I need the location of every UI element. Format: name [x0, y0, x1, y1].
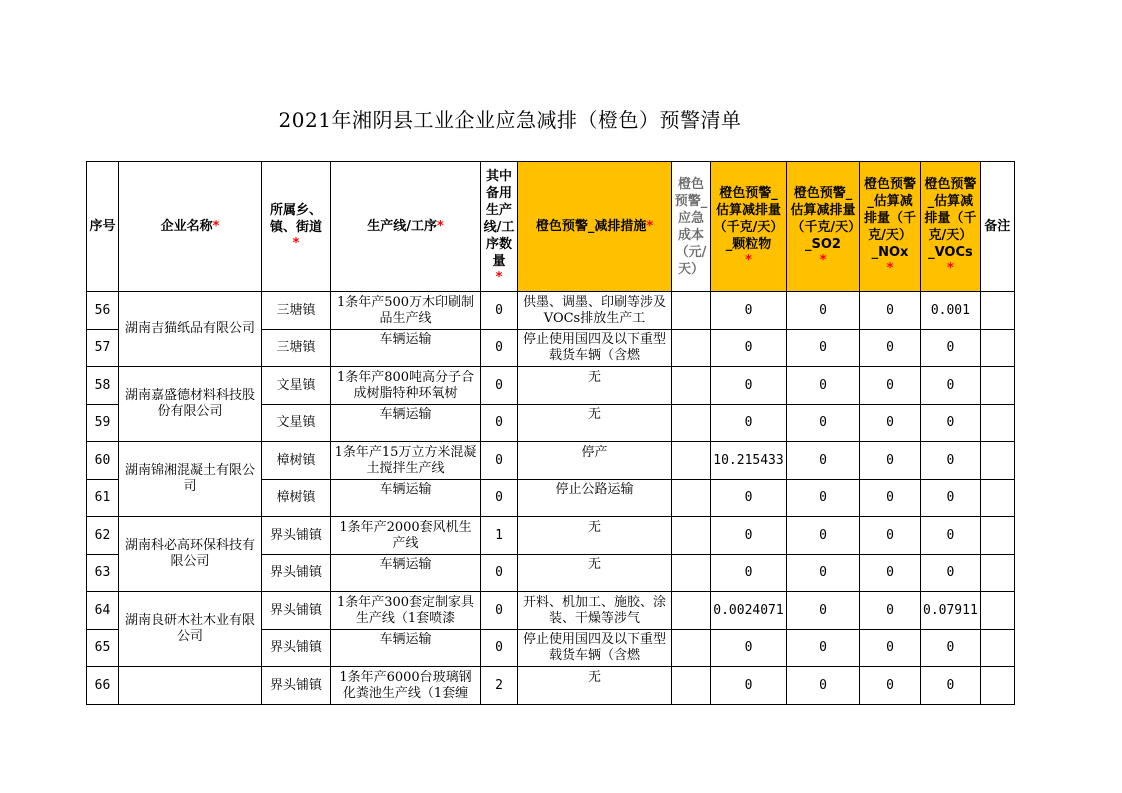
header-note: 备注: [980, 162, 1014, 292]
cell-line: 车辆运输: [331, 330, 481, 367]
cell-seq: 57: [87, 330, 119, 367]
cell-cost: [672, 592, 711, 630]
cell-backup: 0: [481, 555, 518, 592]
table-body: [87, 292, 1015, 705]
cell-note: [980, 555, 1014, 592]
cell-so2: 0: [787, 367, 860, 405]
cell-cost: [672, 292, 711, 330]
cell-vocs: 0: [921, 367, 981, 405]
cell-cost: [672, 442, 711, 480]
cell-seq: 56: [87, 292, 119, 330]
cell-note: [980, 367, 1014, 405]
cell-measures: 无: [518, 667, 672, 705]
cell-measures: 停产: [518, 442, 672, 480]
header-vocs: 橙色预警_估算减排量（千克/天）_VOCs *: [921, 162, 981, 292]
cell-seq: 66: [87, 667, 119, 705]
cell-nox: 0: [860, 405, 921, 442]
cell-pm: 0: [711, 367, 787, 405]
cell-note: [980, 517, 1014, 555]
cell-cost: [672, 517, 711, 555]
cell-so2: 0: [787, 630, 860, 667]
header-measures: 橙色预警_减排措施*: [518, 162, 672, 292]
cell-cost: [672, 555, 711, 592]
cell-so2: 0: [787, 480, 860, 517]
cell-so2: 0: [787, 292, 860, 330]
cell-measures: 停止使用国四及以下重型载货车辆（含燃: [518, 330, 672, 367]
cell-nox: 0: [860, 292, 921, 330]
cell-vocs: 0.07911: [921, 592, 981, 630]
cell-vocs: 0: [921, 480, 981, 517]
cell-vocs: 0.001: [921, 292, 981, 330]
cell-nox: 0: [860, 592, 921, 630]
cell-nox: 0: [860, 367, 921, 405]
cell-note: [980, 292, 1014, 330]
cell-line: 车辆运输: [331, 630, 481, 667]
cell-seq: 63: [87, 555, 119, 592]
cell-backup: 0: [481, 330, 518, 367]
cell-town: 樟树镇: [262, 480, 331, 517]
cell-nox: 0: [860, 555, 921, 592]
cell-line: 1条年产300套定制家具生产线（1套喷漆: [331, 592, 481, 630]
header-line: 生产线/工序*: [331, 162, 481, 292]
header-so2: 橙色预警_估算减排量（千克/天）_SO2 *: [787, 162, 860, 292]
cell-line: 车辆运输: [331, 555, 481, 592]
cell-line: 1条年产2000套风机生产线: [331, 517, 481, 555]
cell-town: 文星镇: [262, 405, 331, 442]
header-town: 所属乡、镇、街道 *: [262, 162, 331, 292]
cell-cost: [672, 405, 711, 442]
cell-line: 1条年产800吨高分子合成树脂特种环氧树: [331, 367, 481, 405]
cell-seq: 59: [87, 405, 119, 442]
cell-pm: 0: [711, 480, 787, 517]
cell-pm: 0: [711, 517, 787, 555]
cell-nox: 0: [860, 442, 921, 480]
cell-measures: 无: [518, 405, 672, 442]
cell-company: 湖南嘉盛德材料科技股份有限公司: [119, 367, 262, 442]
cell-line: 1条年产6000台玻璃钢化粪池生产线（1套缠: [331, 667, 481, 705]
table-row: [87, 292, 1015, 330]
cell-company: 湖南良研木社木业有限公司: [119, 592, 262, 667]
cell-pm: 0: [711, 630, 787, 667]
cell-backup: 0: [481, 630, 518, 667]
cell-company: 湖南吉猫纸品有限公司: [119, 292, 262, 367]
cell-town: 界头铺镇: [262, 592, 331, 630]
cell-seq: 60: [87, 442, 119, 480]
cell-backup: 0: [481, 367, 518, 405]
header-company: 企业名称*: [119, 162, 262, 292]
cell-pm: 0: [711, 555, 787, 592]
cell-seq: 61: [87, 480, 119, 517]
cell-backup: 0: [481, 480, 518, 517]
cell-so2: 0: [787, 667, 860, 705]
table-row: [87, 367, 1015, 405]
cell-note: [980, 405, 1014, 442]
cell-seq: 64: [87, 592, 119, 630]
cell-vocs: 0: [921, 667, 981, 705]
cell-town: 界头铺镇: [262, 555, 331, 592]
header-nox: 橙色预警_估算减排量（千克/天）_NOx *: [860, 162, 921, 292]
cell-seq: 65: [87, 630, 119, 667]
cell-cost: [672, 367, 711, 405]
page-title: 2021年湘阴县工业企业应急减排（橙色）预警清单: [278, 108, 742, 132]
cell-so2: 0: [787, 555, 860, 592]
cell-seq: 62: [87, 517, 119, 555]
header-pm: 橙色预警_估算减排量（千克/天）_颗粒物 *: [711, 162, 787, 292]
cell-cost: [672, 630, 711, 667]
cell-vocs: 0: [921, 517, 981, 555]
cell-backup: 1: [481, 517, 518, 555]
cell-vocs: 0: [921, 330, 981, 367]
header-cost: 橙色预警_应急成本（元/天）: [672, 162, 711, 292]
cell-backup: 0: [481, 592, 518, 630]
cell-town: 三塘镇: [262, 292, 331, 330]
cell-nox: 0: [860, 330, 921, 367]
cell-nox: 0: [860, 667, 921, 705]
cell-company: [119, 667, 262, 705]
cell-measures: 供墨、调墨、印刷等涉及VOCs排放生产工: [518, 292, 672, 330]
cell-town: 三塘镇: [262, 330, 331, 367]
header-backup: 其中备用生产线/工序数量 *: [481, 162, 518, 292]
cell-pm: 0: [711, 330, 787, 367]
cell-line: 1条年产15万立方米混凝土搅拌生产线: [331, 442, 481, 480]
cell-town: 界头铺镇: [262, 630, 331, 667]
cell-pm: 0: [711, 667, 787, 705]
cell-vocs: 0: [921, 405, 981, 442]
cell-note: [980, 442, 1014, 480]
cell-so2: 0: [787, 442, 860, 480]
cell-town: 樟树镇: [262, 442, 331, 480]
cell-measures: 无: [518, 555, 672, 592]
cell-so2: 0: [787, 330, 860, 367]
cell-pm: 0: [711, 292, 787, 330]
cell-backup: 2: [481, 667, 518, 705]
header-row: [87, 162, 1015, 292]
cell-vocs: 0: [921, 555, 981, 592]
cell-cost: [672, 667, 711, 705]
cell-pm: 0: [711, 405, 787, 442]
cell-measures: 无: [518, 367, 672, 405]
cell-seq: 58: [87, 367, 119, 405]
cell-company: 湖南锦湘混凝土有限公司: [119, 442, 262, 517]
cell-note: [980, 330, 1014, 367]
emission-table: [86, 161, 1015, 705]
cell-company: 湖南科必高环保科技有限公司: [119, 517, 262, 592]
cell-so2: 0: [787, 405, 860, 442]
cell-backup: 0: [481, 405, 518, 442]
cell-measures: 停止使用国四及以下重型载货车辆（含燃: [518, 630, 672, 667]
cell-measures: 停止公路运输: [518, 480, 672, 517]
cell-nox: 0: [860, 517, 921, 555]
cell-cost: [672, 480, 711, 517]
cell-pm: 10.215433: [711, 442, 787, 480]
cell-so2: 0: [787, 517, 860, 555]
cell-line: 车辆运输: [331, 480, 481, 517]
cell-so2: 0: [787, 592, 860, 630]
cell-note: [980, 592, 1014, 630]
cell-cost: [672, 330, 711, 367]
cell-vocs: 0: [921, 442, 981, 480]
table-row: [87, 517, 1015, 555]
cell-measures: 开料、机加工、施胶、涂装、干燥等涉气: [518, 592, 672, 630]
table-row: [87, 592, 1015, 630]
cell-note: [980, 667, 1014, 705]
cell-nox: 0: [860, 480, 921, 517]
cell-backup: 0: [481, 292, 518, 330]
cell-backup: 0: [481, 442, 518, 480]
cell-nox: 0: [860, 630, 921, 667]
cell-line: 1条年产500万木印刷制品生产线: [331, 292, 481, 330]
cell-vocs: 0: [921, 630, 981, 667]
cell-pm: 0.0024071: [711, 592, 787, 630]
table-row: [87, 667, 1015, 705]
table-row: [87, 442, 1015, 480]
cell-note: [980, 630, 1014, 667]
cell-town: 界头铺镇: [262, 517, 331, 555]
cell-town: 文星镇: [262, 367, 331, 405]
header-seq: 序号: [87, 162, 119, 292]
cell-line: 车辆运输: [331, 405, 481, 442]
cell-note: [980, 480, 1014, 517]
cell-town: 界头铺镇: [262, 667, 331, 705]
cell-measures: 无: [518, 517, 672, 555]
